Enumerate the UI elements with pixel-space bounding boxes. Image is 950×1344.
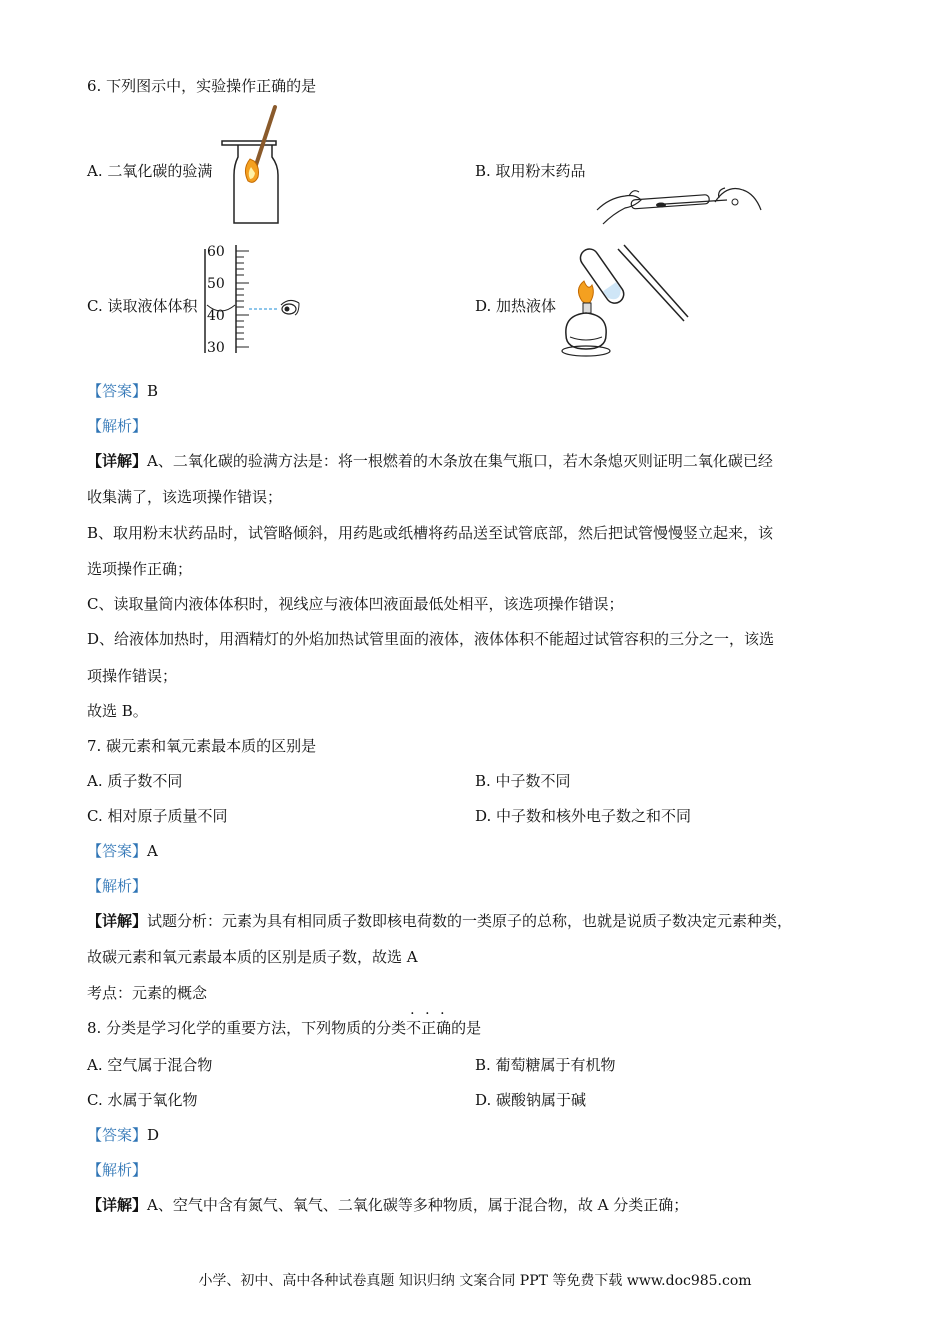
q7-option-d: D. 中子数和核外电子数之和不同 [475,807,692,825]
q6-detail-line-4: 选项操作正确； [87,560,193,578]
stem-text: 的是 [451,1019,482,1037]
q6-detail-line-8: 故选 B。 [87,702,148,720]
q6-option-a: A. 二氧化碳的验满 [87,162,213,180]
q7-answer [87,841,158,861]
q6-stem: 6. 下列图示中，实验操作正确的是 [87,77,317,95]
q8-option-a: A. 空气属于混合物 [87,1056,213,1074]
answer-tag: 【答案】 [87,382,148,400]
q7-detail-line-1 [87,911,792,931]
emphasis-char: 确 [436,1019,452,1037]
q7-detail-line-3: 考点：元素的概念 [87,984,208,1002]
gas-bottle-illustration [220,105,285,227]
answer-value: A [147,842,158,860]
q7-option-c: C. 相对原子质量不同 [87,807,228,825]
q7-stem: 7. 碳元素和氧元素最本质的区别是 [87,737,317,755]
detail-tag: 【详解】 [87,1196,148,1214]
q6-detail-line-7: 项操作错误； [87,667,178,685]
cylinder-tick-60: 60 [207,244,225,260]
q8-option-d: D. 碳酸钠属于碱 [475,1091,587,1109]
q8-answer [87,1125,159,1145]
alcohol-lamp-illustration [556,245,691,360]
answer-value: D [147,1126,160,1144]
cylinder-tick-30: 30 [207,340,225,356]
answer-tag: 【答案】 [87,1126,148,1144]
q8-stem [87,1018,481,1038]
answer-value: B [147,382,159,400]
detail-tag: 【详解】 [87,452,148,470]
q8-option-c: C. 水属于氧化物 [87,1091,198,1109]
detail-text: A、空气中含有氮气、氧气、二氧化碳等多种物质，属于混合物，故 A 分类正确； [147,1196,689,1214]
q7-option-a: A. 质子数不同 [87,772,183,790]
q7-detail-line-2: 故碳元素和氧元素最本质的区别是质子数，故选 A [87,948,418,966]
q6-analysis-tag: 【解析】 [87,417,148,435]
q6-detail-line-6: D、给液体加热时，用酒精灯的外焰加热试管里面的液体，液体体积不能超过试管容积的三分之一，该选 [87,630,775,648]
q6-detail-line-2: 收集满了，该选项操作错误； [87,488,283,506]
q7-analysis-tag: 【解析】 [87,877,148,895]
detail-text: 试题分析：元素为具有相同质子数即核电荷数的一类原子的总称，也就是说质子数决定元素种类， [147,912,793,930]
q6-detail-line-5: C、读取量筒内液体体积时，视线应与液体凹液面最低处相平，该选项操作错误； [87,595,624,613]
powder-tube-illustration [595,180,765,225]
q8-analysis-tag: 【解析】 [87,1161,148,1179]
cylinder-tick-50: 50 [207,276,225,292]
stem-text: 8. 分类是学习化学的重要方法，下列物质的分类 [87,1019,407,1037]
q6-option-b: B. 取用粉末药品 [475,162,586,180]
emphasis-char: 不 [406,1019,422,1037]
cylinder-tick-40: 40 [207,308,225,324]
q8-detail-line-1 [87,1195,688,1215]
q7-option-b: B. 中子数不同 [475,772,571,790]
q6-option-c: C. 读取液体体积 [87,297,198,315]
q8-option-b: B. 葡萄糖属于有机物 [475,1056,616,1074]
page-footer: 小学、初中、高中各种试卷真题 知识归纳 文案合同 PPT 等免费下载 www.doc985.com [198,1273,752,1289]
detail-tag: 【详解】 [87,912,148,930]
q6-detail-line-1 [87,451,773,471]
q6-answer [87,381,158,401]
q6-detail-line-3: B、取用粉末状药品时，试管略倾斜，用药匙或纸槽将药品送至试管底部，然后把试管慢慢竖立起来，该 [87,524,774,542]
detail-text: A、二氧化碳的验满方法是：将一根燃着的木条放在集气瓶口，若木条熄灭则证明二氧化碳已经 [147,452,773,470]
answer-tag: 【答案】 [87,842,148,860]
emphasis-char: 正 [421,1019,437,1037]
q6-option-d: D. 加热液体 [475,297,557,315]
